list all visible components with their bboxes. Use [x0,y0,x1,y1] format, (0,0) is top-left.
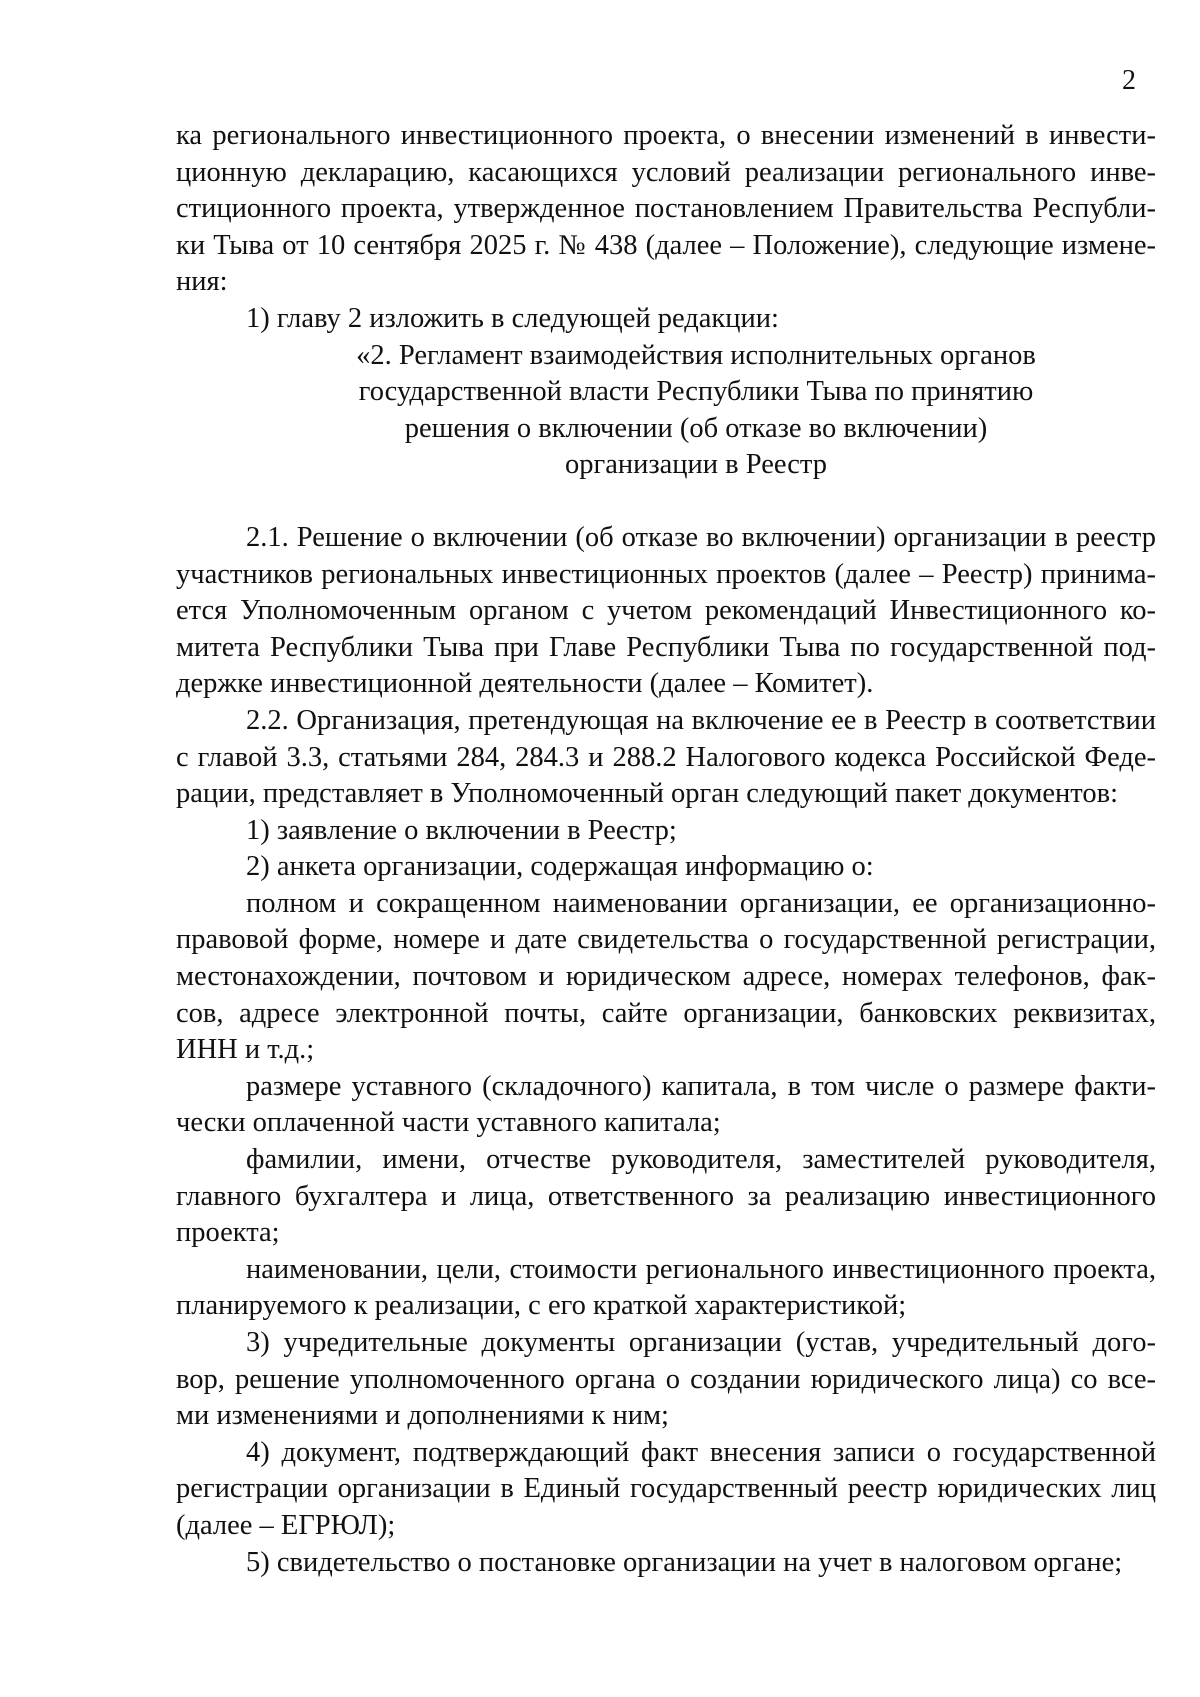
info-capital [176,1069,1156,1142]
heading-line: организации в Реестр [565,449,827,481]
document-body [176,118,1156,1581]
list-item-3 [176,1325,1156,1435]
list-item-2-text: 2) анкета организации, содержащая информацию о: [246,851,874,883]
list-item-5 [176,1545,1156,1582]
list-item-3-line: ми изменениями и дополнениями к ним; [176,1400,669,1432]
info-project-line: наименовании, цели, стоимости регионального инвестиционного проекта, [246,1253,1156,1285]
info-names-line: местонахождении, почтовом и юридическом адресе, номерах телефонов, фак- [176,961,1156,993]
info-names [176,886,1156,1069]
p21-line: держке инвестиционной деятельности (далее – Комитет). [176,668,874,700]
heading-line: «2. Регламент взаимодействия исполнительных органов [356,339,1036,371]
list-item-3-line: вор, решение уполномоченного органа о создании юридического лица) со все- [176,1363,1156,1395]
list-item-1-text: 1) заявление о включении в Реестр; [246,814,677,846]
intro-line: ка регионального инвестиционного проекта, о внесении изменений в инвести- [176,120,1156,151]
chapter-heading [176,338,1156,484]
p22-line: рации, представляет в Уполномоченный орган следующий пакет документов: [176,778,1119,810]
info-project [176,1252,1156,1325]
p21-line: 2.1. Решение о включении (об отказе во включении) организации в реестр [246,521,1156,553]
list-item-3-line: 3) учредительные документы организации (устав, учредительный дого- [246,1327,1156,1358]
info-persons-line: проекта; [176,1217,280,1249]
paragraph-2-2 [176,703,1156,813]
list-item-4-line: 4) документ, подтверждающий факт внесения записи о государственной [246,1436,1156,1468]
list-item-4-line: регистрации организации в Единый государственный реестр юридических лиц [176,1473,1156,1505]
p22-line: 2.2. Организация, претендующая на включение ее в Реестр в соответствии [246,704,1156,736]
list-item-5-text: 5) свидетельство о постановке организации на учет в налоговом органе; [246,1546,1123,1578]
info-persons [176,1142,1156,1252]
info-capital-line: размере уставного (складочного) капитала, в том числе о размере факти- [246,1070,1156,1102]
list-item-2 [176,849,1156,886]
spacer [176,484,1156,520]
info-persons-line: главного бухгалтера и лица, ответственного за реализацию инвестиционного [176,1180,1156,1212]
info-project-line: планируемого к реализации, с его краткой характеристикой; [176,1290,907,1322]
list-item-4-line: (далее – ЕГРЮЛ); [176,1509,396,1541]
p21-line: участников региональных инвестиционных проектов (далее – Реестр) принима- [176,558,1156,590]
info-capital-line: чески оплаченной части уставного капитала; [176,1107,721,1139]
intro-paragraph [176,118,1156,301]
item-chapter [176,301,1156,338]
p21-line: ется Уполномоченным органом с учетом рекомендаций Инвестиционного ко- [176,595,1156,627]
intro-line: ционную декларацию, касающихся условий реализации регионального инве- [176,156,1156,188]
p21-line: митета Республики Тыва при Главе Республики Тыва по государственной под- [176,631,1156,663]
info-names-line: ИНН и т.д.; [176,1034,315,1066]
info-names-line: полном и сокращенном наименовании организации, ее организационно- [246,887,1156,919]
list-item-4 [176,1435,1156,1545]
heading-line: государственной власти Республики Тыва по принятию [358,376,1034,408]
intro-line: ки Тыва от 10 сентября 2025 г. № 438 (далее – Положение), следующие измене- [176,229,1156,261]
info-names-line: правовой форме, номере и дате свидетельства о государственной регистрации, [176,924,1156,956]
intro-line: стиционного проекта, утвержденное постановлением Правительства Республи- [176,193,1156,225]
paragraph-2-1 [176,520,1156,703]
info-names-line: сов, адресе электронной почты, сайте организации, банковских реквизитах, [176,997,1156,1029]
page-number: 2 [1122,65,1136,96]
heading-line: решения о включении (об отказе во включении) [404,412,988,444]
item-chapter-text: 1) главу 2 изложить в следующей редакции: [246,302,779,334]
list-item-1 [176,813,1156,850]
info-persons-line: фамилии, имени, отчестве руководителя, заместителей руководителя, [246,1144,1156,1176]
intro-line: ния: [176,266,228,298]
p22-line: с главой 3.3, статьями 284, 284.3 и 288.2 Налогового кодекса Российской Феде- [176,741,1156,773]
